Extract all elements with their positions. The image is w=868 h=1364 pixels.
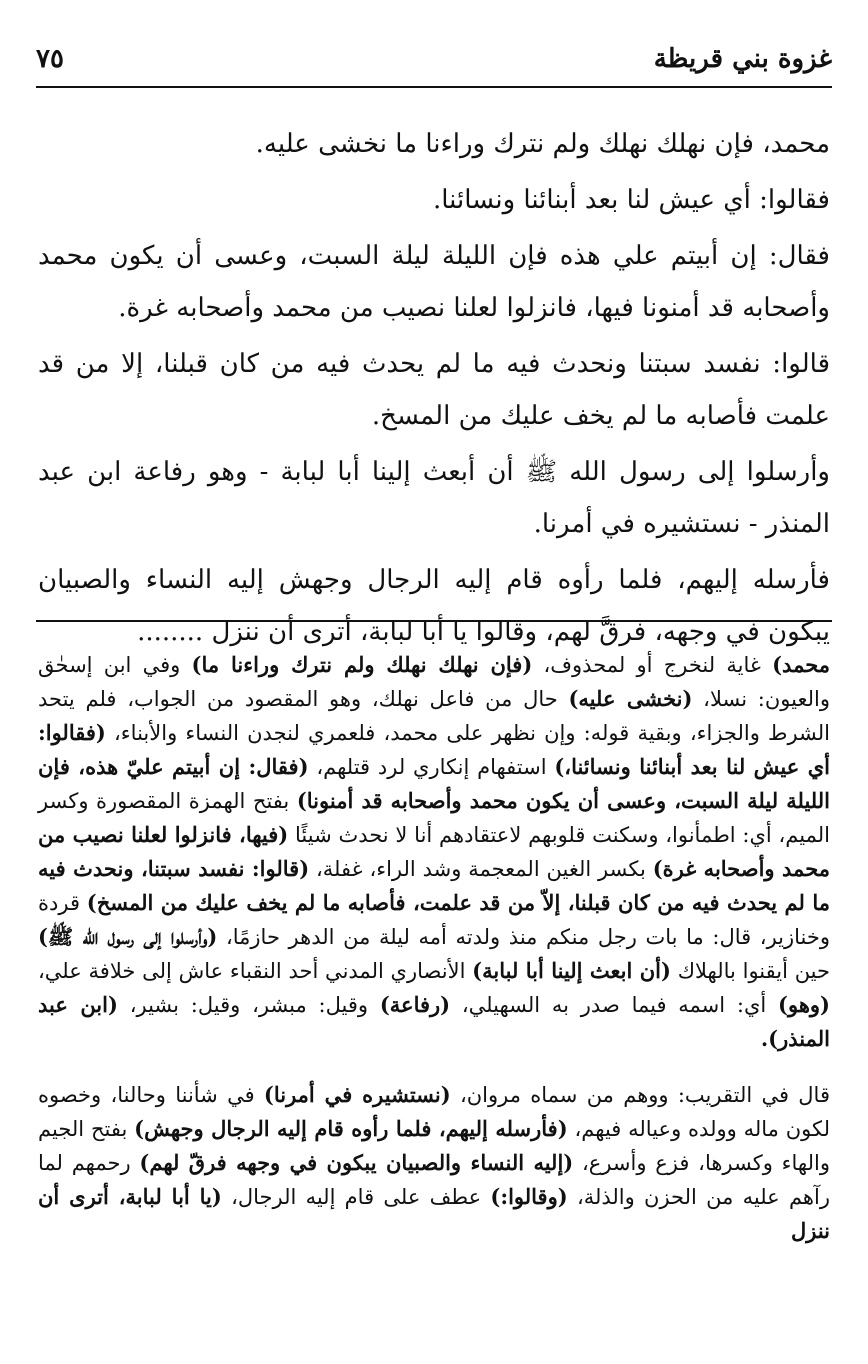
quoted-text: (فيها، فانزلوا لعلنا نصيب من محمد وأصحابه غرة) (38, 822, 831, 881)
running-title: غزوة بني قريظة (653, 44, 832, 74)
main-paragraph: فقالوا: أي عيش لنا بعد أبنائنا ونسائنا. (432, 185, 830, 215)
commentary-text: بفتح الجيم والهاء وكسرها، فزع وأسرع، (38, 1117, 830, 1175)
quoted-text: (وقالوا:) (490, 1184, 568, 1209)
commentary-text: عطف على قام إليه الرجال، (221, 1185, 491, 1209)
commentary-text: في شأننا وحالنا، وخصوه لكون ماله وولده وعياله فيهم، (38, 1083, 831, 1141)
commentary-paragraph (38, 1078, 830, 1248)
quoted-text: (قالوا: نفسد سبتنا، ونحدث فيه ما لم يحدث فيه من كان قبلنا، إلاّ من قد علمت، فأصابه ما لم يخف عليك من المسخ) (38, 856, 830, 915)
commentary-text: رحمهم لما رآهم عليه من الحزن والذلة، (38, 1151, 830, 1209)
commentary-text: حال من فاعل نهلك، وهو المقصود من الجواب، فلم يتحد الشرط والجزاء، وبقية قوله: وإن نظهر على محمد، فلعمري لنجدن النساء والأبناء، (38, 687, 830, 745)
quoted-text: (نخشى عليه) (568, 686, 693, 711)
quoted-text: (رفاعة) (379, 992, 451, 1017)
quoted-text: (ابن عبد المنذر). (38, 992, 830, 1051)
main-paragraph: قالوا: نفسد سبتنا ونحدث فيه ما لم يحدث فيه من كان قبلنا، إلا من قد علمت فأصابه ما لم يخف عليك من المسخ. (38, 349, 830, 431)
commentary (38, 648, 830, 1270)
quoted-text: (فإن نهلك نهلك ولم نترك وراءنا ما) (191, 652, 533, 677)
commentary-text: الأنصاري المدني أحد النقباء عاش إلى خلافة علي، (38, 959, 473, 983)
commentary-text: بكسر الغين المعجمة وشد الراء، غفلة، (309, 857, 653, 881)
main-paragraph: فقال: إن أبيتم علي هذه فإن الليلة ليلة السبت، وعسى أن يكون محمد وأصحابه قد أمنونا فيها، فانزلوا لعلنا نصيب من محمد وأصحابه غرة. (38, 241, 830, 323)
page-number: ٧٥ (36, 44, 64, 74)
main-text (38, 118, 830, 662)
main-paragraph: محمد، فإن نهلك نهلك ولم نترك وراءنا ما نخشى عليه. (255, 129, 830, 159)
quoted-text: (فقال: إن أبيتم عليّ هذه، فإن الليلة ليلة السبت، وعسى أن يكون محمد وأصحابه قد أمنونا) (38, 754, 830, 813)
page-header (36, 42, 832, 88)
quoted-text: (يا أبا لبابة، أترى أن ننزل (38, 1184, 830, 1243)
main-paragraph: وأرسلوا إلى رسول الله ﷺ أن أبعث إلينا أبا لبابة - وهو رفاعة ابن عبد المنذر - نستشيره في أمرنا. (38, 457, 830, 539)
quoted-text: (وهو) (778, 992, 830, 1017)
main-paragraph: فأرسله إليهم، فلما رأوه قام إليه الرجال وجهش إليه النساء والصبيان يبكون في وجهه، فرقَّ لهم، وقالوا يا أبا لبابة، أترى أن ننزل ........ (38, 565, 830, 647)
quoted-text: (أن ابعث إلينا أبا لبابة) (472, 958, 671, 983)
footnote-divider (36, 620, 832, 622)
commentary-text: قردة وخنازير، قال: ما بات رجل منكم منذ ولدته أمه ليلة من الدهر حازمًا، (38, 891, 830, 949)
quoted-text: (إليه النساء والصبيان يبكون في وجهه فرقّ لهم) (139, 1150, 574, 1175)
commentary-paragraph (38, 648, 830, 1056)
commentary-text: استفهام إنكاري لرد قتلهم، (308, 755, 555, 779)
commentary-text: وفي ابن إسحٰق والعيون: نسلا، (38, 653, 830, 711)
commentary-text: وقيل: مبشر، وقيل: بشير، (117, 993, 380, 1017)
commentary-text: قال في التقريب: ووهم من سماه مروان، (450, 1083, 830, 1107)
commentary-text: أي: اسمه فيما صدر به السهيلي، (450, 993, 779, 1017)
commentary-text: غاية لنخرج أو لمحذوف، (532, 653, 773, 677)
commentary-text: حين أيقنوا بالهلاك (670, 959, 830, 983)
quoted-text: محمد) (772, 652, 831, 677)
quoted-text: (نستشيره في أمرنا) (263, 1082, 451, 1107)
quoted-text: (فأرسله إليهم، فلما رأوه قام إليه الرجال وجهش) (134, 1116, 568, 1141)
quoted-text: (فقالوا: أي عيش لنا بعد أبنائنا ونسائنا،) (38, 720, 831, 779)
commentary-text: بفتح الهمزة المقصورة وكسر الميم، أي: اطمأنوا، وسكنت قلوبهم لاعتقادهم أنا لا نحدث شيئًا (38, 789, 830, 847)
quoted-text: (وأرسلوا إلى رسول الله ﷺ) (38, 924, 218, 949)
